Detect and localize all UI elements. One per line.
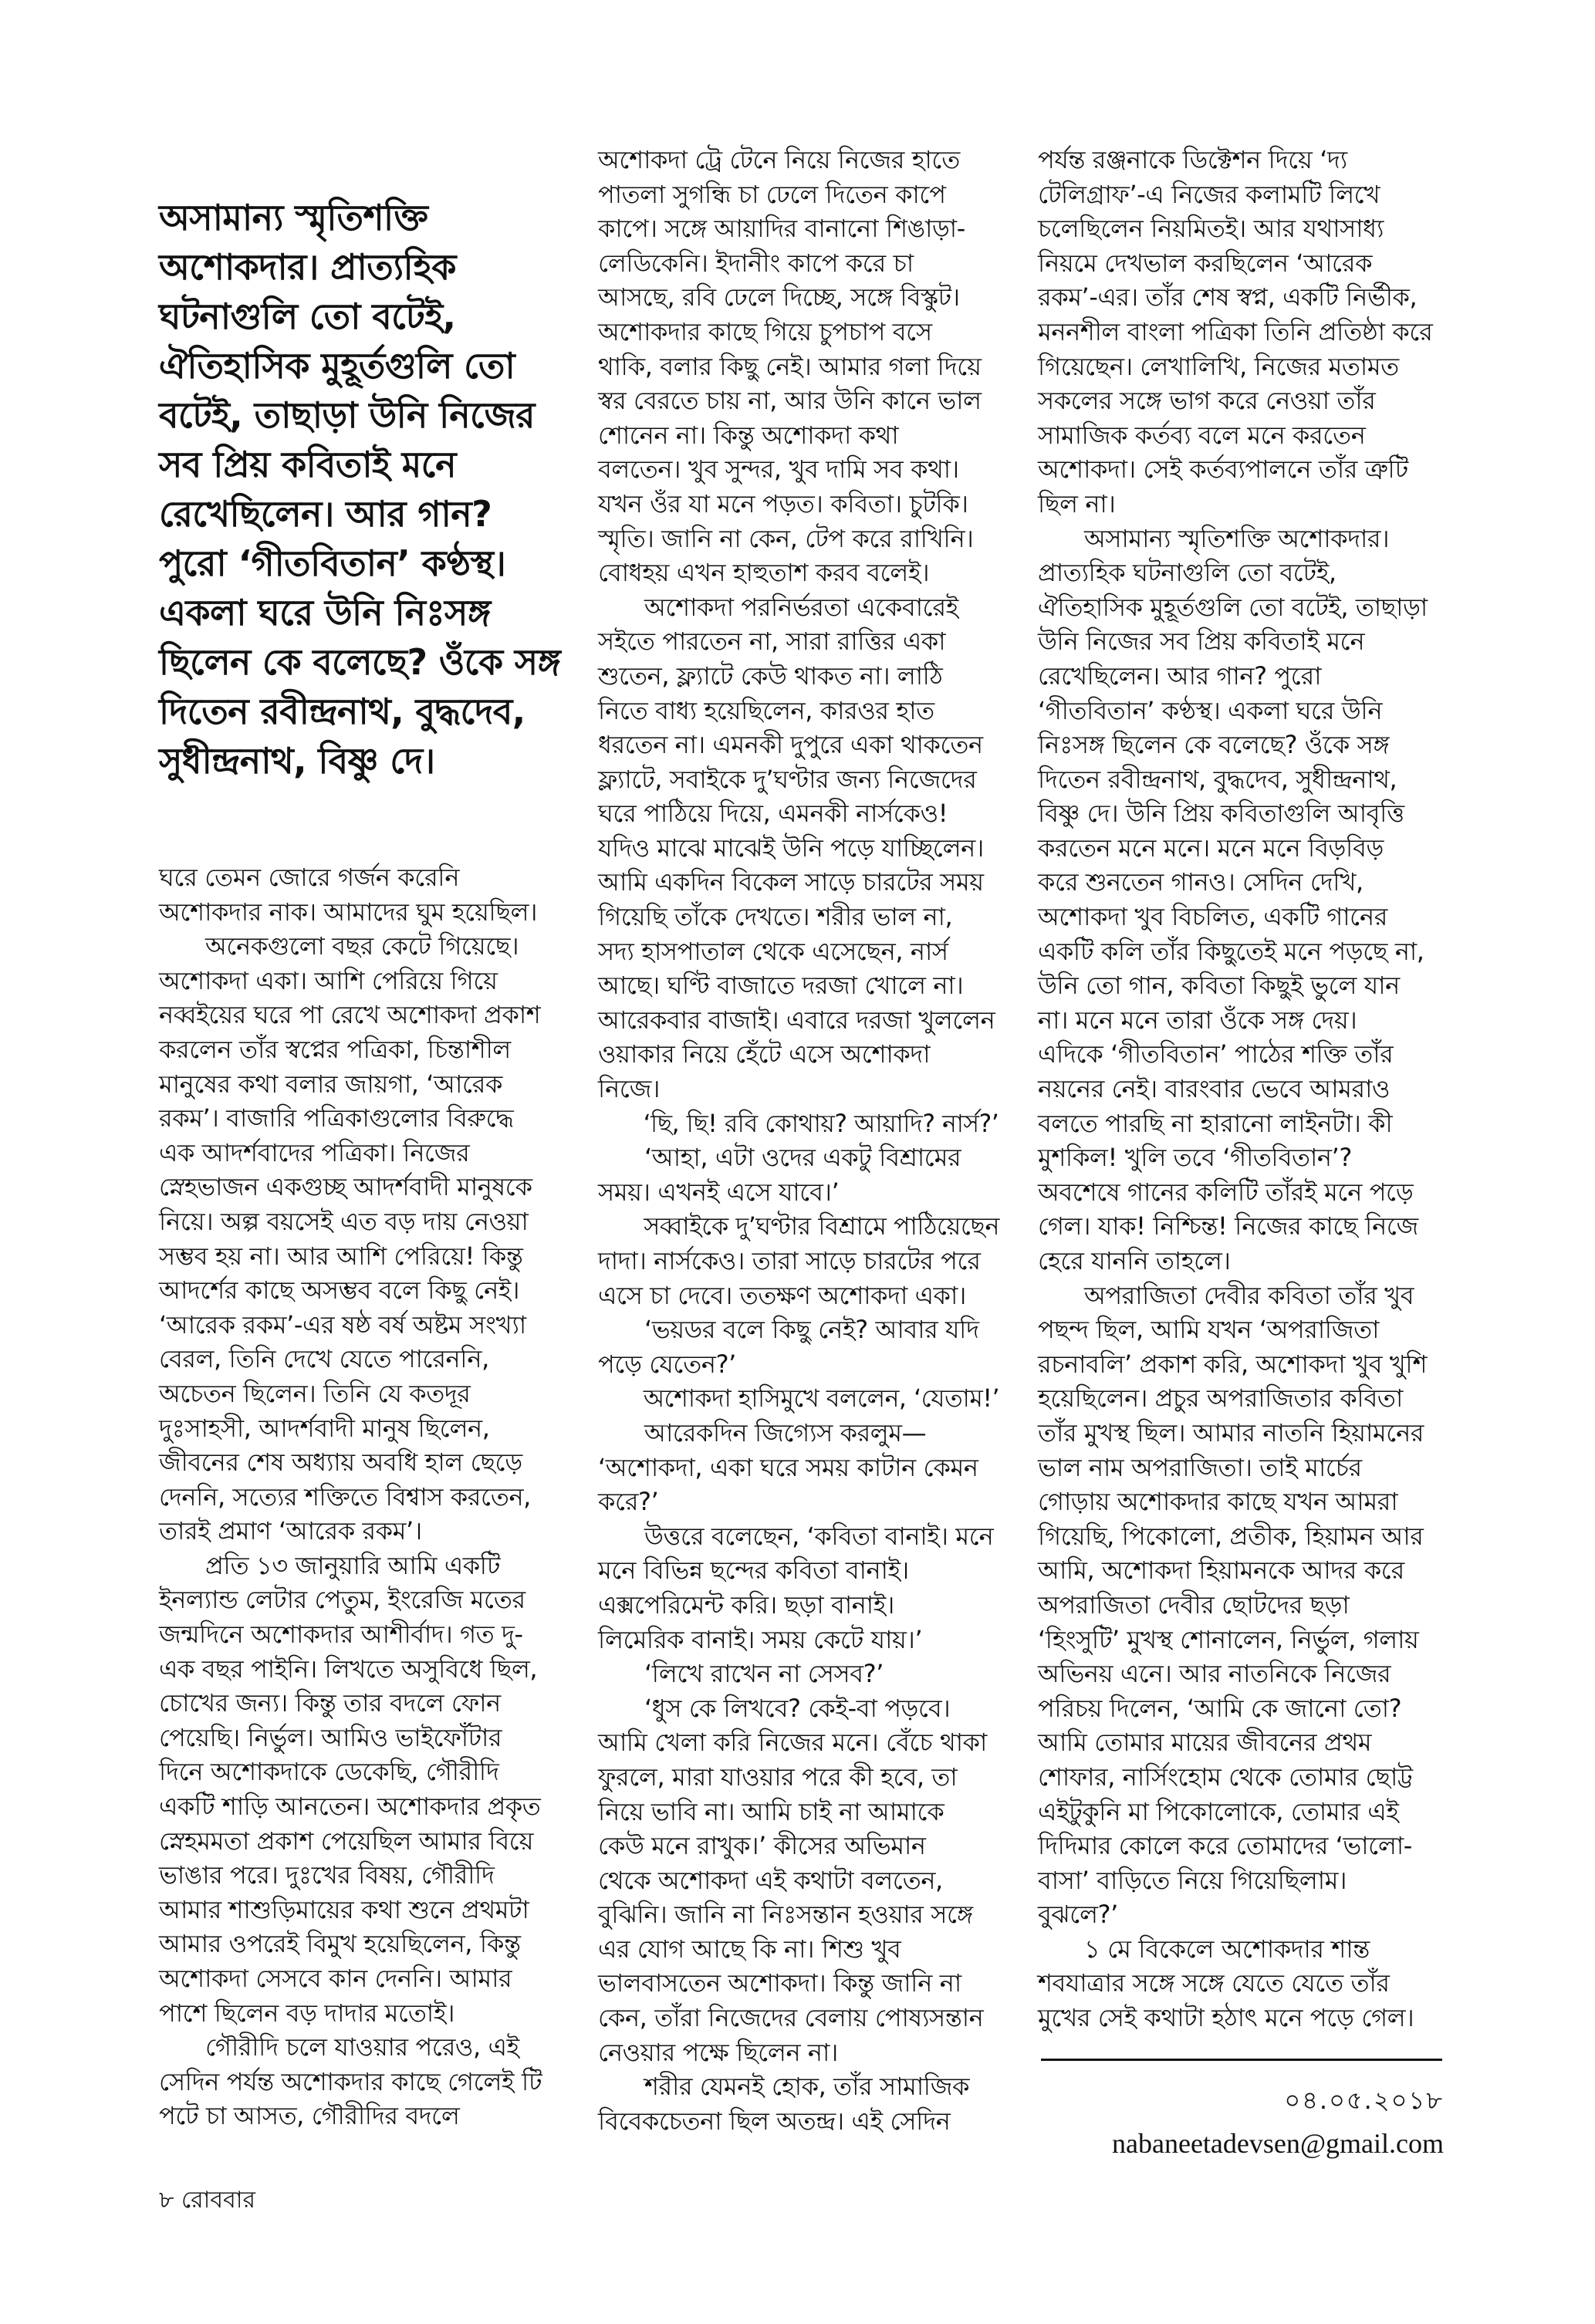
text-line: পছন্দ ছিল, আমি যখন ‘অপরাজিতা <box>1038 1315 1379 1345</box>
text-line: ইনল্যান্ড লেটার পেতুম, ইংরেজি মতের <box>159 1585 525 1615</box>
text-line: শবযাত্রার সঙ্গে সঙ্গে যেতে যেতে তাঁর <box>1038 1968 1390 1998</box>
text-line: সম্ভব হয় না। আর আশি পেরিয়ে! কিন্তু <box>159 1241 523 1271</box>
text-line: বেরল, তিনি দেখে যেতে পারেননি, <box>159 1344 489 1374</box>
text-line: চলেছিলেন নিয়মিতই। আর যথাসাধ্য <box>1038 214 1384 244</box>
paragraph-start-line: ‘লিখে রাখেন না সেসব?’ <box>644 1659 884 1689</box>
text-line: আরেকবার বাজাই। এবারে দরজা খুললেন <box>598 1005 995 1035</box>
text-line: লেডিকেনি। ইদানীং কাপে করে চা <box>598 248 914 278</box>
text-line: বিবেকচেতনা ছিল অতন্দ্র। এই সেদিন <box>598 2106 951 2136</box>
article-column-middle <box>598 143 999 2138</box>
paragraph-start-line: ‘ছি, ছি! রবি কোথায়? আয়াদি? নার্স?’ <box>643 1108 999 1138</box>
text-line: এইটুকুনি মা পিকোলোকে, তোমার এই <box>1038 1796 1399 1826</box>
text-line: দাদা। নার্সকেও। তারা সাড়ে চারটের পরে <box>598 1246 981 1275</box>
text-line: ‘অশোকদা, একা ঘরে সময় কাটান কেমন <box>598 1452 978 1482</box>
text-line: অশোকদা। সেই কর্তব্যপালনে তাঁর ত্রুটি <box>1038 454 1408 485</box>
text-line: একটি কলি তাঁর কিছুতেই মনে পড়ছে না, <box>1038 936 1424 966</box>
text-line: আমি খেলা করি নিজের মনে। বেঁচে থাকা <box>598 1728 987 1758</box>
text-line: একটি শাড়ি আনতেন। অশোকদার প্রকৃত <box>159 1792 541 1822</box>
paragraph-start-line: অশোকদা হাসিমুখে বললেন, ‘যেতাম!’ <box>643 1383 1000 1414</box>
text-line: শোনেন না। কিন্তু অশোকদা কথা <box>598 420 899 450</box>
text-line: বিষ্ণু দে। উনি প্রিয় কবিতাগুলি আবৃত্তি <box>1038 799 1404 829</box>
page-number-footer: ৮ রোববার <box>159 2187 255 2214</box>
text-line: ‘আরেক রকম’-এর ষষ্ঠ বর্ষ অষ্টম সংখ্যা <box>159 1309 526 1339</box>
text-line: নিতে বাধ্য হয়েছিলেন, কারওর হাত <box>598 695 934 725</box>
text-line: রচনাবলি’ প্রকাশ করি, অশোকদা খুব খুশি <box>1038 1349 1428 1379</box>
text-line: স্বর বেরতে চায় না, আর উনি কানে ভাল <box>598 386 982 416</box>
text-line: অশোকদা সেসবে কান দেননি। আমার <box>159 1964 512 1993</box>
text-line: এক আদর্শবাদের পত্রিকা। নিজের <box>159 1137 470 1167</box>
text-line: ওয়াকার নিয়ে হেঁটে এসে অশোকদা <box>598 1039 931 1069</box>
text-line: আমার ওপরেই বিমুখ হয়েছিলেন, কিন্তু <box>159 1929 521 1959</box>
text-line: নব্বইয়ের ঘরে পা রেখে অশোকদা প্রকাশ <box>159 1000 541 1030</box>
text-line: বুঝলে?’ <box>1038 1900 1118 1930</box>
text-line: দিতেন রবীন্দ্রনাথ, বুদ্ধদেব, সুধীন্দ্রনাথ, <box>1038 764 1397 794</box>
text-line: থাকি, বলার কিছু নেই। আমার গলা দিয়ে <box>598 351 982 381</box>
text-line: সকলের সঙ্গে ভাগ করে নেওয়া তাঁর <box>1038 386 1376 416</box>
text-line: পাশে ছিলেন বড় দাদার মতোই। <box>159 1998 455 2028</box>
text-line: করলেন তাঁর স্বপ্নের পত্রিকা, চিন্তাশীল <box>159 1034 511 1064</box>
pull-quote-line: রেখেছিলেন। আর গান? <box>159 493 492 535</box>
text-line: ভালবাসতেন অশোকদা। কিন্তু জানি না <box>598 1968 961 1998</box>
text-line: ফ্ল্যাটে, সবাইকে দু’ঘণ্টার জন্য নিজেদের <box>598 764 977 794</box>
text-line: করে?’ <box>598 1487 659 1517</box>
article-column-right <box>1038 143 1443 2035</box>
text-line: আমার শাশুড়িমায়ের কথা শুনে প্রথমটা <box>159 1894 529 1924</box>
text-line: কাপে। সঙ্গে আয়াদির বানানো শিঙাড়া- <box>598 214 965 244</box>
text-line: গিয়েছেন। লেখালিখি, নিজের মতামত <box>1038 351 1399 381</box>
text-line: কেউ মনে রাখুক।’ কীসের অভিমান <box>598 1831 926 1861</box>
article-column-left <box>159 860 556 2133</box>
text-line: দুঃসাহসী, আদর্শবাদী মানুষ ছিলেন, <box>159 1413 490 1443</box>
text-line: তাঁর মুখস্থ ছিল। আমার নাতনি হিয়ামনের <box>1038 1417 1424 1447</box>
text-line: গেল। যাক! নিশ্চিন্ত! নিজের কাছে নিজে <box>1038 1211 1418 1241</box>
text-line: অপরাজিতা দেবীর ছোটদের ছড়া <box>1038 1589 1350 1620</box>
text-line: গিয়েছি তাঁকে দেখতে। শরীর ভাল না, <box>598 902 953 932</box>
text-line: নিয়মে দেখভাল করছিলেন ‘আরেক <box>1038 248 1373 278</box>
text-line: গোড়ায় অশোকদার কাছে যখন আমরা <box>1038 1487 1398 1517</box>
text-line: যদিও মাঝে মাঝেই উনি পড়ে যাচ্ছিলেন। <box>598 833 984 863</box>
text-line: ঘরে পাঠিয়ে দিয়ে, এমনকী নার্সকেও! <box>598 799 948 829</box>
text-line: পরিচয় দিলেন, ‘আমি কে জানো তো? <box>1038 1693 1402 1723</box>
paragraph-start-line: সব্বাইকে দু’ঘণ্টার বিশ্রামে পাঠিয়েছেন <box>644 1211 999 1241</box>
text-line: মানুষের কথা বলার জায়গা, ‘আরেক <box>159 1069 502 1099</box>
text-line: দেননি, সত্যের শক্তিতে বিশ্বাস করতেন, <box>159 1481 531 1512</box>
text-line: অবশেষে গানের কলিটি তাঁরই মনে পড়ে <box>1038 1177 1414 1207</box>
paragraph-start-line: অপরাজিতা দেবীর কবিতা তাঁর খুব <box>1084 1280 1414 1310</box>
text-line: রকম’। বাজারি পত্রিকাগুলোর বিরুদ্ধে <box>159 1103 514 1133</box>
text-line: ঘরে তেমন জোরে গর্জন করেনি <box>159 863 460 892</box>
text-line: অশোকদা খুব বিচলিত, একটি গানের <box>1038 902 1387 932</box>
text-line: লিমেরিক বানাই। সময় কেটে যায়।’ <box>598 1624 923 1654</box>
text-line: সামাজিক কর্তব্য বলে মনে করতেন <box>1038 420 1366 450</box>
text-line: অশোকদার কাছে গিয়ে চুপচাপ বসে <box>598 316 932 346</box>
text-line: বলতে পারছি না হারানো লাইনটা। কী <box>1038 1108 1393 1138</box>
text-line: রকম’-এর। তাঁর শেষ স্বপ্ন, একটি নির্ভীক, <box>1038 282 1418 312</box>
text-line: পটে চা আসত, গৌরীদির বদলে <box>159 2101 460 2131</box>
text-line: সইতে পারতেন না, সারা রাত্তির একা <box>598 627 946 657</box>
pull-quote-line: অশোকদার। প্রাত্যহিক <box>159 246 456 288</box>
text-line: অচেতন ছিলেন। তিনি যে কতদূর <box>159 1378 471 1408</box>
text-line: এসে চা দেবে। ততক্ষণ অশোকদা একা। <box>598 1280 966 1310</box>
text-line: ছিল না। <box>1038 488 1116 519</box>
text-line: শোফার, নার্সিংহোম থেকে তোমার ছোট্ট <box>1038 1762 1413 1792</box>
text-line: বলতেন। খুব সুন্দর, খুব দামি সব কথা। <box>598 454 959 485</box>
text-line: আমি, অশোকদা হিয়ামনকে আদর করে <box>1038 1556 1404 1586</box>
paragraph-start-line: অসামান্য স্মৃতিশক্তি অশোকদার। <box>1084 523 1390 553</box>
text-line: নিঃসঙ্গ ছিলেন কে বলেছে? ওঁকে সঙ্গ <box>1038 730 1390 760</box>
text-line: কেন, তাঁরা নিজেদের বেলায় পোষ্যসন্তান <box>598 2003 984 2033</box>
text-line: মুশকিল! খুলি তবে ‘গীতবিতান’? <box>1038 1143 1352 1173</box>
text-line: পর্যন্ত রঞ্জনাকে ডিক্টেশন দিয়ে ‘দ্য <box>1038 145 1347 174</box>
text-line: মননশীল বাংলা পত্রিকা তিনি প্রতিষ্ঠা করে <box>1038 316 1433 346</box>
paragraph-start-line: উত্তরে বলেছেন, ‘কবিতা বানাই। মনে <box>644 1521 994 1551</box>
pull-quote-line: ঐতিহাসিক মুহূর্তগুলি তো <box>159 345 515 387</box>
text-line: পেয়েছি। নির্ভুল। আমিও ভাইফোঁটার <box>159 1722 502 1752</box>
pull-quote-line: ছিলেন কে বলেছে? ওঁকে সঙ্গ <box>159 641 561 683</box>
pull-quote-line: অসামান্য স্মৃতিশক্তি <box>159 197 428 238</box>
text-line: আমি একদিন বিকেল সাড়ে চারটের সময় <box>598 867 984 897</box>
text-line: স্নেহভাজন একগুচ্ছ আদর্শবাদী মানুষকে <box>159 1172 532 1202</box>
text-line: নিয়ে। অল্প বয়সেই এত বড় দায় নেওয়া <box>159 1206 529 1236</box>
paragraph-start-line: আরেকদিন জিগ্যেস করলুম— <box>644 1417 927 1447</box>
end-rule-divider <box>1041 2059 1442 2061</box>
article-date: ০৪.০৫.২০১৮ <box>1284 2086 1444 2115</box>
pull-quote-line: দিতেন রবীন্দ্রনাথ, বুদ্ধদেব, <box>159 691 525 732</box>
text-line: নেওয়ার পক্ষে ছিলেন না। <box>598 2037 838 2067</box>
paragraph-start-line: ‘আহা, এটা ওদের একটু বিশ্রামের <box>644 1143 961 1173</box>
text-line: মনে বিভিন্ন ছন্দের কবিতা বানাই। <box>598 1556 909 1586</box>
pull-quote-line: বটেই, তাছাড়া উনি নিজের <box>159 394 535 436</box>
text-line: টেলিগ্রাফ’-এ নিজের কলামটি লিখে <box>1038 179 1380 209</box>
text-line: বোধহয় এখন হাহুতাশ করব বলেই। <box>598 558 930 588</box>
text-line: ভাল নাম অপরাজিতা। তাই মার্চের <box>1038 1452 1362 1482</box>
text-line: উনি নিজের সব প্রিয় কবিতাই মনে <box>1038 627 1365 657</box>
text-line: নয়নের নেই। বারংবার ভেবে আমরাও <box>1038 1074 1391 1104</box>
pull-quote-line: ঘটনাগুলি তো বটেই, <box>159 296 456 337</box>
text-line: স্মৃতি। জানি না কেন, টেপ করে রাখিনি। <box>598 523 974 553</box>
text-line: সময়। এখনই এসে যাবে।’ <box>598 1177 840 1207</box>
text-line: তারই প্রমাণ ‘আরেক রকম’। <box>159 1516 422 1546</box>
paragraph-start-line: অনেকগুলো বছর কেটে গিয়েছে। <box>205 931 519 961</box>
text-line: অশোকদা একা। আশি পেরিয়ে গিয়ে <box>159 965 498 995</box>
text-line: হয়েছিলেন। প্রচুর অপরাজিতার কবিতা <box>1038 1383 1403 1414</box>
text-line: আসছে, রবি ঢেলে দিচ্ছে, সঙ্গে বিস্কুট। <box>598 282 960 312</box>
text-line: গিয়েছি, পিকোলো, প্রতীক, হিয়ামন আর <box>1038 1521 1424 1551</box>
text-line: অশোকদা ট্রে টেনে নিয়ে নিজের হাতে <box>598 145 960 174</box>
text-line: আদর্শের কাছে অসম্ভব বলে কিছু নেই। <box>159 1275 520 1306</box>
text-line: বুঝিনি। জানি না নিঃসন্তান হওয়ার সঙ্গে <box>598 1900 973 1930</box>
text-line: পাতলা সুগন্ধি চা ঢেলে দিতেন কাপে <box>598 179 946 209</box>
text-line: অশোকদার নাক। আমাদের ঘুম হয়েছিল। <box>159 897 538 927</box>
paragraph-start-line: ‘ভয়ডর বলে কিছু নেই? আবার যদি <box>644 1315 979 1345</box>
pull-quote <box>159 193 560 785</box>
pull-quote-line: একলা ঘরে উনি নিঃসঙ্গ <box>159 592 491 633</box>
text-line: আছে। ঘণ্টি বাজাতে দরজা খোলে না। <box>598 971 964 1001</box>
text-line: করতেন মনে মনে। মনে মনে বিড়বিড় <box>1038 833 1384 863</box>
text-line: না। মনে মনে তারা ওঁকে সঙ্গ দেয়। <box>1038 1005 1357 1035</box>
text-line: প্রাত্যহিক ঘটনাগুলি তো বটেই, <box>1038 558 1336 588</box>
pull-quote-line: সব প্রিয় কবিতাই মনে <box>159 444 457 485</box>
pull-quote-line: পুরো ‘গীতবিতান’ কণ্ঠস্থ। <box>159 542 506 584</box>
text-line: এক্সপেরিমেন্ট করি। ছড়া বানাই। <box>598 1589 894 1620</box>
paragraph-start-line: প্রতি ১৩ জানুয়ারি আমি একটি <box>205 1550 500 1580</box>
text-line: অভিনয় এনে। আর নাতনিকে নিজের <box>1038 1659 1391 1689</box>
text-line: দিনে অশোকদাকে ডেকেছি, গৌরীদি <box>159 1757 499 1787</box>
text-line: নিয়ে ভাবি না। আমি চাই না আমাকে <box>598 1796 944 1826</box>
text-line: এর যোগ আছে কি না। শিশু খুব <box>598 1934 901 1964</box>
text-line: সেদিন পর্যন্ত অশোকদার কাছে গেলেই টি <box>159 2066 542 2096</box>
text-line: স্নেহমমতা প্রকাশ পেয়েছিল আমার বিয়ে <box>159 1826 534 1856</box>
text-line: জীবনের শেষ অধ্যায় অবধি হাল ছেড়ে <box>159 1447 522 1478</box>
text-line: দিদিমার কোলে করে তোমাদের ‘ভালো- <box>1038 1831 1412 1861</box>
text-line: ঐতিহাসিক মুহূর্তগুলি তো বটেই, তাছাড়া <box>1038 592 1428 622</box>
paragraph-start-line: ‘ধুস কে লিখবে? কেই-বা পড়বে। <box>644 1693 951 1723</box>
text-line: করে শুনতেন গানও। সেদিন দেখি, <box>1038 867 1364 897</box>
author-email: nabaneetadevsen@gmail.com <box>1112 2128 1444 2159</box>
text-line: ধরতেন না। এমনকী দুপুরে একা থাকতেন <box>598 730 983 760</box>
text-line: বাসা’ বাড়িতে নিয়ে গিয়েছিলাম। <box>1038 1865 1347 1895</box>
text-line: ফুরলে, মারা যাওয়ার পরে কী হবে, তা <box>598 1762 958 1792</box>
text-line: উনি তো গান, কবিতা কিছুই ভুলে যান <box>1038 971 1400 1001</box>
text-line: যখন ওঁর যা মনে পড়ত। কবিতা। চুটকি। <box>598 488 968 519</box>
text-line: নিজে। <box>598 1074 660 1104</box>
text-line: ‘গীতবিতান’ কণ্ঠস্থ। একলা ঘরে উনি <box>1038 695 1383 725</box>
text-line: হেরে যাননি তাহলে। <box>1038 1246 1231 1275</box>
text-line: ‘হিংসুটি’ মুখস্থ শোনালেন, নির্ভুল, গলায় <box>1038 1624 1419 1654</box>
text-line: পড়ে যেতেন?’ <box>598 1349 736 1379</box>
pull-quote-line: সুধীন্দ্রনাথ, বিষ্ণু দে। <box>159 740 435 782</box>
paragraph-start-line: ১ মে বিকেলে অশোকদার শান্ত <box>1084 1934 1370 1964</box>
text-line: ভাঙার পরে। দুঃখের বিষয়, গৌরীদি <box>159 1860 495 1890</box>
text-line: সদ্য হাসপাতাল থেকে এসেছেন, নার্স <box>598 936 948 966</box>
text-line: জন্মদিনে অশোকদার আশীর্বাদ। গত দু- <box>159 1620 523 1650</box>
text-line: চোখের জন্য। কিন্তু তার বদলে ফোন <box>159 1688 501 1718</box>
text-line: আমি তোমার মায়ের জীবনের প্রথম <box>1038 1728 1372 1758</box>
text-line: মুখের সেই কথাটা হঠাৎ মনে পড়ে গেল। <box>1038 2003 1414 2033</box>
paragraph-start-line: অশোকদা পরনির্ভরতা একেবারেই <box>644 592 958 622</box>
text-line: শুতেন, ফ্ল্যাটে কেউ থাকত না। লাঠি <box>598 660 943 691</box>
text-line: এদিকে ‘গীতবিতান’ পাঠের শক্তি তাঁর <box>1038 1039 1394 1069</box>
text-line: রেখেছিলেন। আর গান? পুরো <box>1038 660 1322 691</box>
text-line: থেকে অশোকদা এই কথাটা বলতেন, <box>598 1865 943 1895</box>
paragraph-start-line: গৌরীদি চলে যাওয়ার পরেও, এই <box>205 2032 519 2062</box>
text-line: এক বছর পাইনি। লিখতে অসুবিধে ছিল, <box>159 1653 538 1684</box>
paragraph-start-line: শরীর যেমনই হোক, তাঁর সামাজিক <box>644 2072 970 2102</box>
